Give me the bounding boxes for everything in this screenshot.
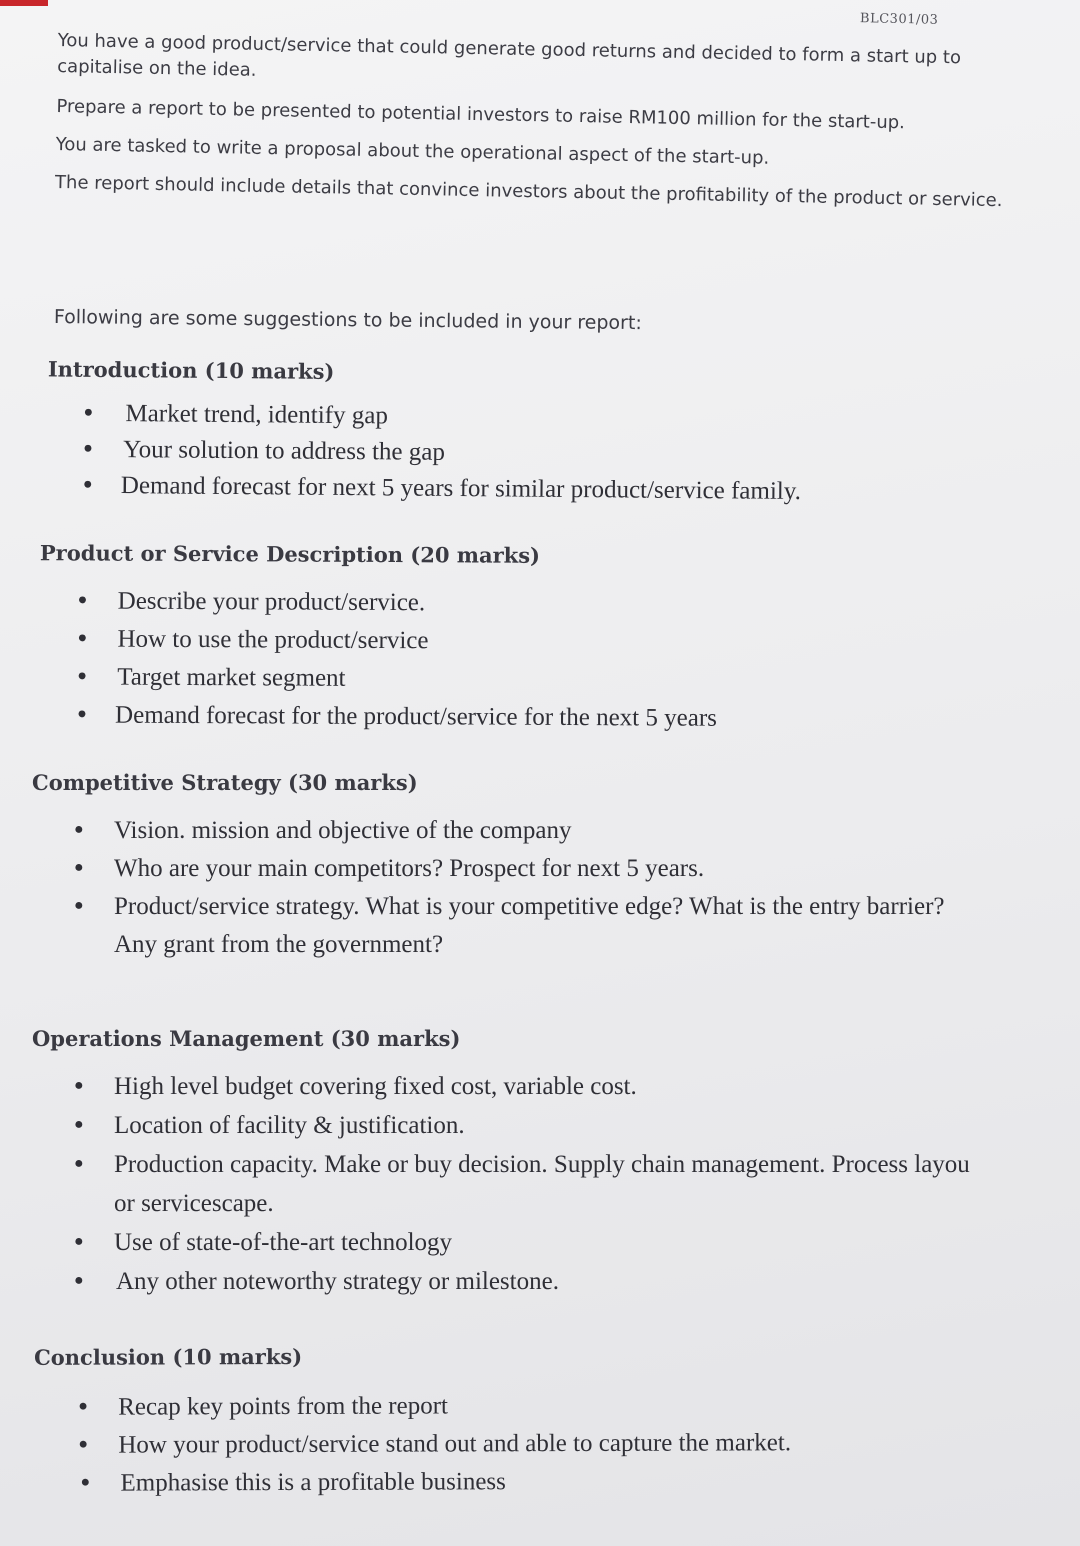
bullet-icon: ● [77,629,88,647]
list-item: ● Target market segment [77,663,346,692]
list-item: ● Use of state-of-the-art technology [74,1229,453,1256]
section-heading: Product or Service Description (20 marks) [39,540,541,568]
section-heading: Introduction (10 marks) [47,356,335,384]
bullet-icon: ● [74,1155,84,1172]
bullet-icon: ● [74,1077,84,1094]
list-item: ● Your solution to address the gap [83,436,446,466]
bullet-icon: ● [80,1473,91,1491]
list-item: ● Vision. mission and objective of the company [74,817,572,844]
bullet-icon: ● [83,439,93,457]
list-item: ● How to use the product/service [77,625,429,655]
list-item: ● Who are your main competitors? Prospect for next 5 years. [74,855,705,882]
intro-paragraph-1: You have a good product/service that could generate good returns and decided to form a start up to capitalise on the idea. [57,29,962,81]
section-heading: Operations Management (30 marks) [32,1026,461,1051]
list-item: ● Recap key points from the report [78,1392,449,1421]
list-item: ● High level budget covering fixed cost, variable cost. [74,1073,637,1100]
bullet-icon: ● [74,821,84,838]
section-heading: Conclusion (10 marks) [33,1343,303,1370]
list-item-continued: Any grant from the government? [114,931,444,958]
list-item: ● Product/service strategy. What is your competitive edge? What is the entry barrier? [74,893,945,920]
list-item: ● How your product/service stand out and able to capture the market. [78,1429,792,1459]
bullet-icon: ● [74,1116,84,1133]
list-item: ● Emphasise this is a profitable business [80,1468,506,1497]
bullet-icon: ● [78,1397,88,1415]
list-item: ● Demand forecast for next 5 years for similar product/service family. [82,472,802,505]
bullet-icon: ● [74,1272,84,1289]
intro-paragraph-4: The report should include details that convince investors about the profitability of the product or service. [54,171,1003,212]
list-item: ● Production capacity. Make or buy decision. Supply chain management. Process layou [74,1151,970,1178]
section-operations-management [0,1026,1080,1307]
course-code: BLC301/03 [859,11,939,28]
bullet-icon: ● [83,403,94,421]
list-item: ● Location of facility & justification. [74,1112,465,1139]
bullet-icon: ● [74,1233,84,1250]
bullet-icon: ● [78,1435,89,1453]
list-item: ● Any other noteworthy strategy or milestone. [74,1268,559,1295]
list-item-continued: or servicescape. [114,1190,274,1217]
bullet-icon: ● [77,667,88,685]
list-item: ● Describe your product/service. [77,587,426,617]
bullet-icon: ● [82,475,93,493]
bullet-icon: ● [77,705,87,723]
section-product-service [0,540,1080,745]
intro-paragraph-3: You are tasked to write a proposal about the operational aspect of the start-up. [55,133,770,169]
list-item: ● Market trend, identify gap [83,400,389,430]
suggestions-lead: Following are some suggestions to be included in your report: [53,306,642,335]
section-competitive-strategy [0,770,1080,969]
intro-block [55,28,1048,229]
section-introduction [0,356,1080,516]
section-conclusion [0,1341,1080,1508]
intro-paragraph-2: Prepare a report to be presented to potential investors to raise RM100 million for the start-up. [56,95,906,134]
bullet-icon: ● [77,591,88,609]
section-heading: Competitive Strategy (30 marks) [32,770,418,795]
bullet-icon: ● [74,859,84,876]
bullet-icon: ● [74,897,84,914]
list-item: ● Demand forecast for the product/service for the next 5 years [77,701,717,732]
corner-tab [0,0,48,6]
